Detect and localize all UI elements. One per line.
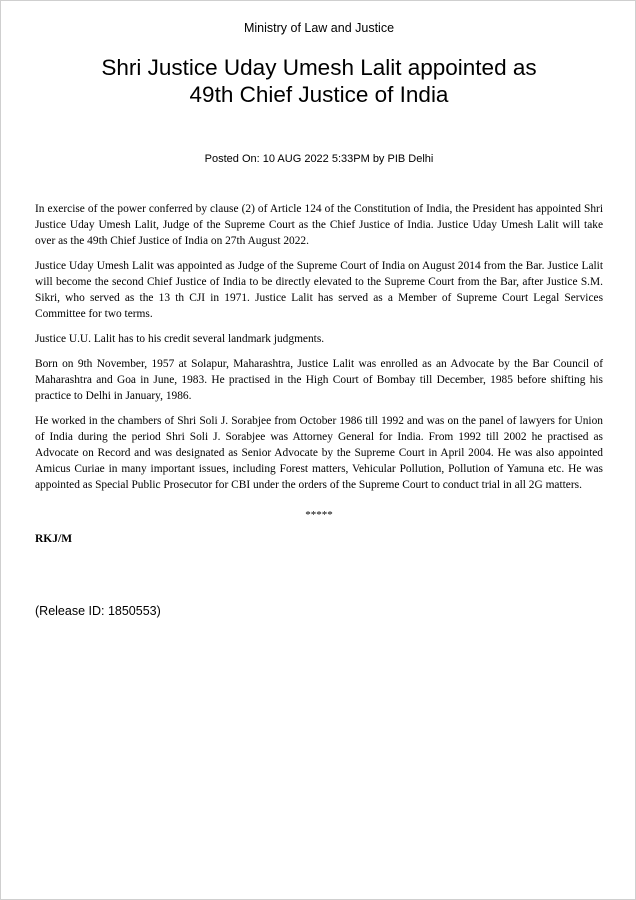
posted-on: Posted On: 10 AUG 2022 5:33PM by PIB Delhi bbox=[204, 153, 434, 165]
release-id: (Release ID: 1850553) bbox=[35, 604, 161, 618]
paragraph-practice: He worked in the chambers of Shri Soli J. Sorabjee from October 1986 till 1992 and was on the panel of lawyers for Union of India during the period Shri Soli J. Sorabjee was Attorney General for India. From 1992 till 2002 he practised as Advocate on Record and was designated as Senior Advocate by the Supreme Court in April 2004. He was also appointed Amicus Curiae in many important issues, including Forest matters, Vehicular Pollution, Pollution of Yamuna etc. He was appointed as Special Public Prosecutor for CBI under the orders of the Supreme Court to conduct trial in all 2G matters. bbox=[35, 415, 603, 491]
signoff: RKJ/M bbox=[35, 533, 73, 545]
title-line-2: 49th Chief Justice of India bbox=[189, 82, 449, 107]
paragraph-appointment: In exercise of the power conferred by clause (2) of Article 124 of the Constitution of India, the President has appointed Shri Justice Uday Umesh Lalit, Judge of the Supreme Court as the Chief Justice of India. Justice Uday Umesh Lalit will take over as the 49th Chief Justice of India on 27th August 2022. bbox=[35, 203, 603, 247]
title-line-1: Shri Justice Uday Umesh Lalit appointed as bbox=[101, 55, 537, 80]
page-title bbox=[1, 54, 636, 108]
ministry-name: Ministry of Law and Justice bbox=[243, 21, 395, 35]
paragraph-career: Justice Uday Umesh Lalit was appointed as Judge of the Supreme Court of India on August 2014 from the Bar. Justice Lalit will become the second Chief Justice of India to be directly elevated to the Supreme Court from the Bar, after Justice S.M. Sikri, who served as the 13 th CJI in 1971. Justice Lalit has served as a Member of Supreme Court Legal Services Committee for two terms. bbox=[35, 260, 603, 320]
separator: ***** bbox=[305, 509, 333, 521]
paragraph-judgments: Justice U.U. Lalit has to his credit several landmark judgments. bbox=[35, 333, 325, 345]
paragraph-early-life: Born on 9th November, 1957 at Solapur, Maharashtra, Justice Lalit was enrolled as an Advocate by the Bar Council of Maharashtra and Goa in June, 1983. He practised in the High Court of Bombay till December, 1985 before shifting his practice to Delhi in January, 1986. bbox=[35, 358, 603, 402]
article-body bbox=[35, 201, 603, 502]
